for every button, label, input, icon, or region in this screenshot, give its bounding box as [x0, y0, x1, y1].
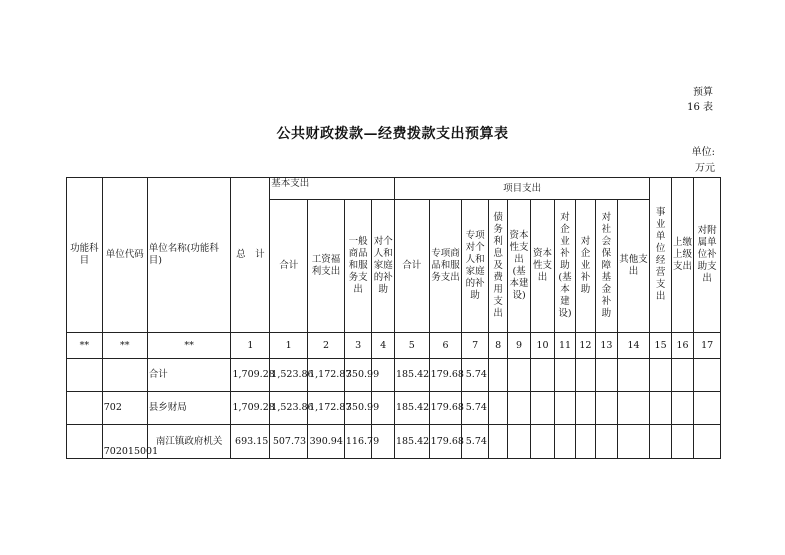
- unit-note-line2: 万元: [695, 163, 715, 174]
- index-cell: 6: [429, 333, 462, 359]
- p-personal-cell: 5.74: [462, 392, 489, 425]
- p-personal-cell: 5.74: [462, 425, 489, 459]
- index-cell: 14: [617, 333, 650, 359]
- budget-table: [66, 177, 721, 459]
- index-cell: 3: [344, 333, 372, 359]
- p-personal-cell: 5.74: [462, 359, 489, 392]
- header-total: 总 计: [231, 178, 270, 333]
- table-row: [67, 392, 721, 425]
- b-total-cell: 507.73: [270, 425, 308, 459]
- index-cell: 12: [575, 333, 595, 359]
- p-goods-cell: 179.68: [429, 425, 462, 459]
- index-cell: 8: [488, 333, 507, 359]
- header-basic: 基本支出: [270, 178, 395, 200]
- index-cell: 16: [671, 333, 693, 359]
- header-p-goods: 专项商品和服务支出: [429, 200, 462, 333]
- index-cell: 5: [394, 333, 429, 359]
- table-row: [67, 359, 721, 392]
- header-b-goods: 一般商品和服务支出: [344, 200, 372, 333]
- func-cell: [67, 392, 103, 425]
- form-number-line2: 16 表: [687, 102, 713, 113]
- header-sub: 对附属单位补助支出: [694, 178, 721, 333]
- header-b-personal: 对个人和家庭的补助: [372, 200, 394, 333]
- code-cell: 702: [102, 392, 147, 425]
- index-cell: 9: [508, 333, 530, 359]
- header-p-capital-build: 资本性支出(基本建设): [508, 200, 530, 333]
- header-unit-code: 单位代码: [102, 178, 147, 333]
- b-goods-cell: 116.79: [344, 425, 372, 459]
- header-p-social: 对社会保障基金补助: [596, 200, 617, 333]
- name-cell: 县乡财局: [147, 392, 231, 425]
- b-salary-cell: 1,172.87: [308, 359, 345, 392]
- header-upper: 上缴上级支出: [671, 178, 693, 333]
- index-cell: 11: [555, 333, 575, 359]
- p-goods-cell: 179.68: [429, 392, 462, 425]
- form-number-line1: 预算: [693, 87, 713, 98]
- index-cell: **: [102, 333, 147, 359]
- name-cell: 合计: [147, 359, 231, 392]
- total-cell: 1,709.28: [231, 392, 270, 425]
- b-goods-cell: 350.99: [344, 392, 372, 425]
- b-goods-cell: 350.99: [344, 359, 372, 392]
- b-salary-cell: 1,172.87: [308, 392, 345, 425]
- form-number: [687, 87, 713, 114]
- table-row: [67, 425, 721, 459]
- index-cell: 1: [270, 333, 308, 359]
- header-p-capital: 资本性支出: [530, 200, 555, 333]
- code-cell: [102, 359, 147, 392]
- index-cell: **: [147, 333, 231, 359]
- func-cell: [67, 359, 103, 392]
- index-cell: 4: [372, 333, 394, 359]
- p-total-cell: 185.42: [394, 425, 429, 459]
- total-cell: 693.15: [231, 425, 270, 459]
- index-cell: **: [67, 333, 103, 359]
- b-total-cell: 1,523.86: [270, 359, 308, 392]
- b-salary-cell: 390.94: [308, 425, 345, 459]
- p-goods-cell: 179.68: [429, 359, 462, 392]
- index-cell: 1: [231, 333, 270, 359]
- code-cell: 702015001: [102, 425, 147, 459]
- header-unit-name: 单位名称(功能科目): [147, 178, 231, 333]
- index-cell: 15: [650, 333, 671, 359]
- page-title: 公共财政拨款—经费拨款支出预算表: [276, 126, 509, 142]
- header-p-total: 合计: [394, 200, 429, 333]
- index-cell: 2: [308, 333, 345, 359]
- header-p-other: 其他支出: [617, 200, 650, 333]
- header-b-total: 合计: [270, 200, 308, 333]
- header-p-ent: 对企业补助: [575, 200, 595, 333]
- p-total-cell: 185.42: [394, 359, 429, 392]
- func-cell: [67, 425, 103, 459]
- header-b-salary: 工资福利支出: [308, 200, 345, 333]
- header-project: 项目支出: [394, 178, 649, 200]
- header-p-personal: 专项对个人和家庭的补助: [462, 200, 489, 333]
- p-total-cell: 185.42: [394, 392, 429, 425]
- b-total-cell: 1,523.86: [270, 392, 308, 425]
- header-func-subject: 功能科目: [67, 178, 103, 333]
- index-cell: 7: [462, 333, 489, 359]
- header-p-debt: 债务利息及费用支出: [488, 200, 507, 333]
- name-cell: 南江镇政府机关: [147, 425, 231, 459]
- index-row: [67, 333, 721, 359]
- header-row-1: [67, 178, 721, 200]
- total-cell: 1,709.28: [231, 359, 270, 392]
- index-cell: 10: [530, 333, 555, 359]
- header-biz-op: 事业单位经营支出: [650, 178, 671, 333]
- index-cell: 17: [694, 333, 721, 359]
- unit-note-line1: 单位:: [691, 147, 715, 158]
- index-cell: 13: [596, 333, 617, 359]
- unit-note: [692, 147, 715, 175]
- header-p-ent-build: 对企业补助(基本建设): [555, 200, 575, 333]
